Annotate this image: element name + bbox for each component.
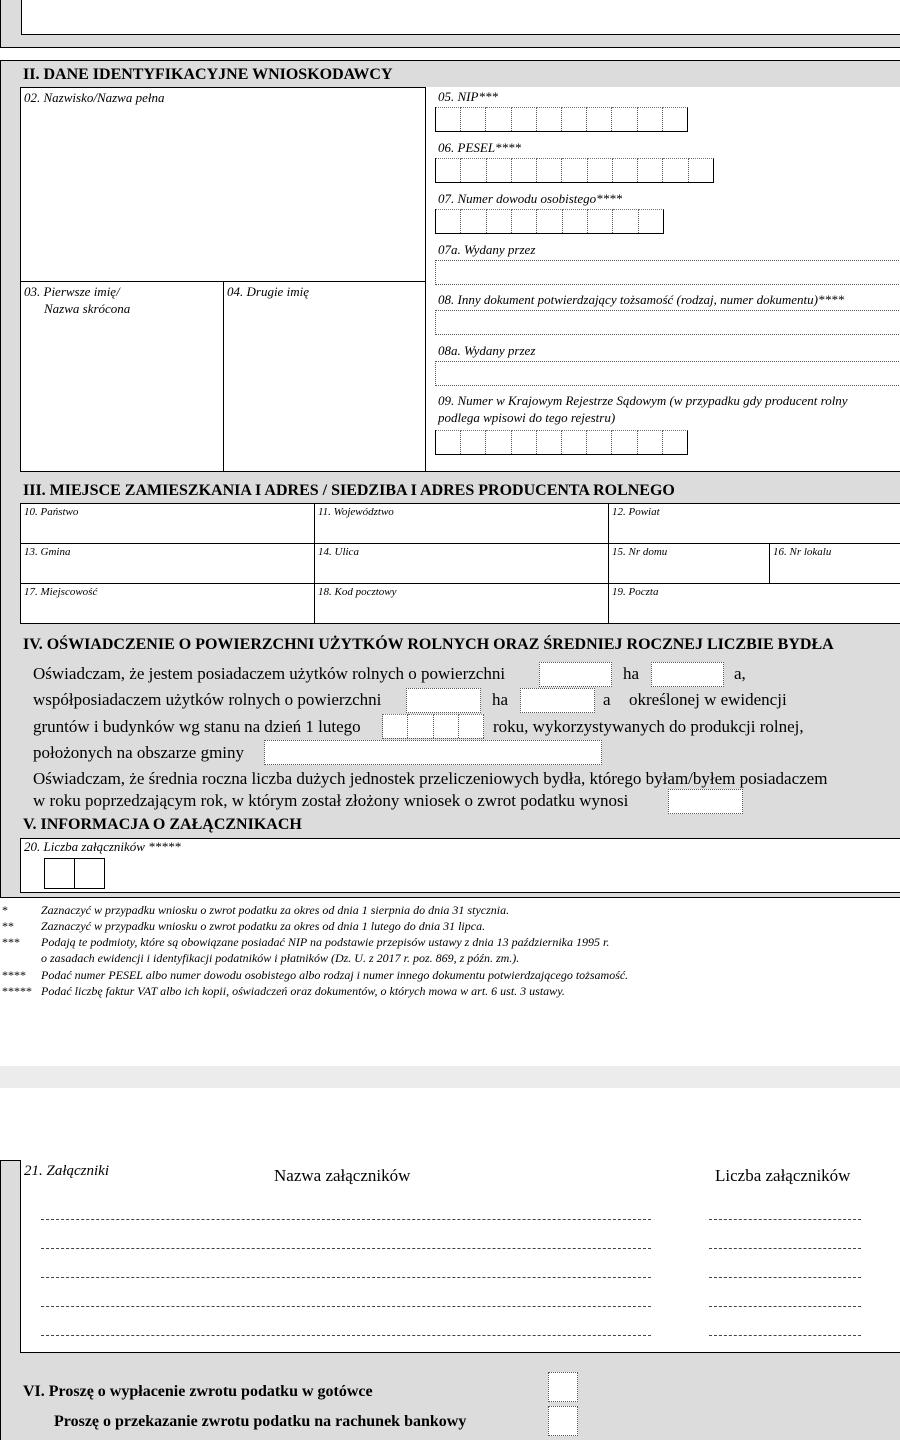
field-11-label: 11. Województwo (318, 506, 394, 518)
attachment-name-line[interactable] (41, 1335, 651, 1336)
field-18-postal-code[interactable] (314, 583, 609, 624)
field-09-krs-input[interactable] (435, 430, 688, 455)
field-02-full-name[interactable] (20, 87, 426, 282)
field-15-label: 15. Nr domu (612, 546, 668, 558)
attachment-name-line[interactable] (41, 1248, 651, 1249)
field-17-locality[interactable] (20, 583, 315, 624)
field-12-county[interactable] (608, 503, 900, 544)
field-15-house-number[interactable] (608, 543, 770, 584)
section-6-bank-option: Proszę o przekazanie zwrotu podatku na rachunek bankowy (54, 1413, 467, 1430)
attachment-count-line[interactable] (709, 1277, 861, 1278)
cattle-count-input[interactable] (668, 789, 743, 814)
unit-ha-1: ha (623, 664, 640, 683)
section-3-title: III. MIEJSCE ZAMIESZKANIA I ADRES / SIEDZIBA I ADRES PRODUCENTA ROLNEGO (23, 482, 675, 499)
field-02-label: 02. Nazwisko/Nazwa pełna (24, 90, 165, 105)
attachment-count-line[interactable] (709, 1306, 861, 1307)
field-21-label: 21. Załączniki (24, 1163, 109, 1179)
field-18-label: 18. Kod pocztowy (318, 586, 397, 598)
field-10-country[interactable] (20, 503, 315, 544)
field-20-input[interactable] (44, 858, 105, 889)
field-13-label: 13. Gmina (24, 546, 71, 558)
unit-a: a (603, 690, 611, 709)
attachment-name-line[interactable] (41, 1306, 651, 1307)
commune-area-input[interactable] (264, 740, 602, 765)
column-header-name: Nazwa załączników (274, 1166, 411, 1185)
field-04-label: 04. Drugie imię (227, 284, 309, 299)
field-14-label: 14. Ulica (318, 546, 359, 558)
field-19-post-office[interactable] (608, 583, 900, 624)
section-6-cash-option: VI. Proszę o wypłacenie zwrotu podatku w gotówce (23, 1383, 373, 1400)
declaration-line-2b: określonej w ewidencji (629, 690, 787, 709)
field-07-id-number-input[interactable] (435, 209, 664, 234)
field-13-commune[interactable] (20, 543, 315, 584)
section-2-title: II. DANE IDENTYFIKACYJNE WNIOSKODAWCY (23, 66, 393, 83)
attachment-name-line[interactable] (41, 1277, 651, 1278)
attachment-count-line[interactable] (709, 1219, 861, 1220)
previous-section-remnant (0, 0, 900, 48)
field-03-label-line1: 03. Pierwsze imię/ (24, 284, 120, 299)
page-break-gap (0, 1066, 900, 1088)
section-2-right-column (426, 87, 900, 472)
field-08a-label: 08a. Wydany przez (438, 343, 536, 358)
year-input[interactable] (382, 714, 484, 739)
declaration-line-4: położonych na obszarze gminy (33, 743, 245, 762)
field-08-input[interactable] (435, 310, 900, 335)
section-5-title: V. INFORMACJA O ZAŁĄCZNIKACH (23, 816, 302, 833)
column-header-count: Liczba załączników (715, 1166, 851, 1185)
field-05-nip-input[interactable] (435, 107, 688, 132)
previous-section-field[interactable] (21, 0, 900, 35)
declaration-line-2: współposiadaczem użytków rolnych o powierzchni (33, 690, 382, 709)
field-03-first-name[interactable] (20, 281, 224, 472)
area-owner-ha-input[interactable] (539, 662, 612, 687)
field-20-label: 20. Liczba załączników ***** (24, 839, 181, 854)
field-07a-label: 07a. Wydany przez (438, 242, 536, 257)
attachment-count-line[interactable] (709, 1248, 861, 1249)
field-16-apartment-number[interactable] (769, 543, 900, 584)
declaration-line-3: gruntów i budynków wg stanu na dzień 1 lutego (33, 717, 361, 736)
field-19-label: 19. Poczta (612, 586, 659, 598)
area-coowner-a-input[interactable] (520, 688, 595, 713)
field-21-attachments (20, 1160, 900, 1353)
field-17-label: 17. Miejscowość (24, 586, 98, 598)
declaration-line-1: Oświadczam, że jestem posiadaczem użytków rolnych o powierzchni (33, 664, 506, 683)
attachment-count-line[interactable] (709, 1335, 861, 1336)
cash-option-checkbox[interactable] (548, 1372, 578, 1402)
field-10-label: 10. Państwo (24, 506, 79, 518)
field-03-label-line2: Nazwa skrócona (44, 301, 131, 316)
field-07-label: 07. Numer dowodu osobistego**** (438, 191, 623, 206)
field-06-pesel-input[interactable] (435, 158, 714, 183)
field-07a-input[interactable] (435, 260, 900, 285)
field-08-label: 08. Inny dokument potwierdzający tożsamość (rodzaj, numer dokumentu)**** (438, 292, 844, 307)
field-20-attachment-count (20, 838, 900, 893)
field-06-label: 06. PESEL**** (438, 140, 522, 155)
attachment-name-line[interactable] (41, 1219, 651, 1220)
field-08a-input[interactable] (435, 361, 900, 386)
field-09-label-line2: podlega wpisowi do tego rejestru) (438, 410, 616, 425)
area-coowner-ha-input[interactable] (406, 688, 481, 713)
field-04-second-name[interactable] (223, 281, 426, 472)
field-09-label-line1: 09. Numer w Krajowym Rejestrze Sądowym (w przypadku gdy producent rolny (438, 393, 848, 408)
field-05-label: 05. NIP*** (438, 89, 498, 104)
unit-ha-2: ha (492, 690, 509, 709)
field-11-voivodeship[interactable] (314, 503, 609, 544)
section-4-title: IV. OŚWIADCZENIE O POWIERZCHNI UŻYTKÓW ROLNYCH ORAZ ŚREDNIEJ ROCZNEJ LICZBIE BYDŁA (23, 636, 834, 653)
area-owner-a-input[interactable] (651, 662, 724, 687)
field-12-label: 12. Powiat (612, 506, 660, 518)
declaration-line-5: Oświadczam, że średnia roczna liczba dużych jednostek przeliczeniowych bydła, którego byłam/byłem posiadaczem (33, 769, 828, 788)
unit-a-comma: a, (734, 664, 746, 683)
declaration-line-6: w roku poprzedzającym rok, w którym został złożony wniosek o zwrot podatku wynosi (33, 791, 629, 810)
field-14-street[interactable] (314, 543, 609, 584)
bank-option-checkbox[interactable] (548, 1406, 578, 1436)
declaration-line-3b: roku, wykorzystywanych do produkcji rolnej, (493, 717, 804, 736)
field-16-label: 16. Nr lokalu (773, 546, 832, 558)
